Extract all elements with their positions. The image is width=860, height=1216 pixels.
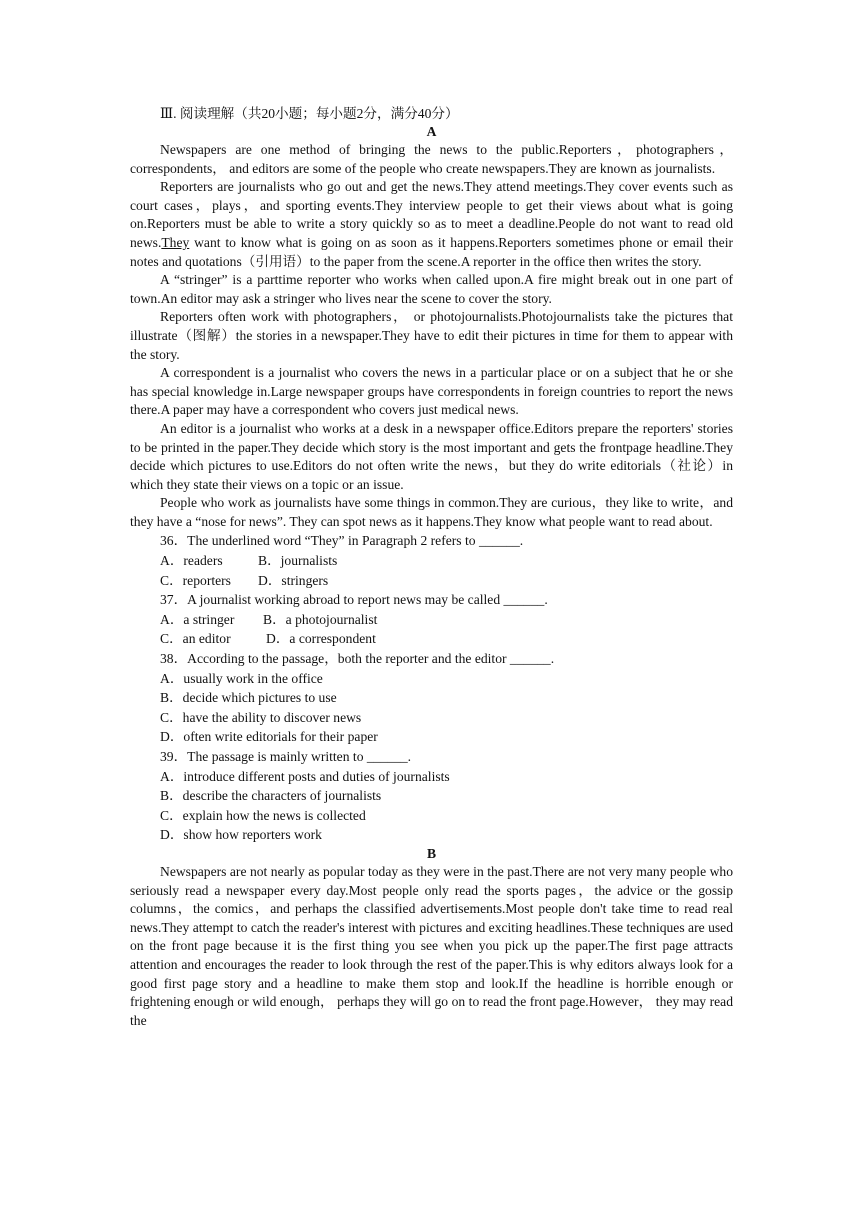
passage-a-paragraph-1: Newspapers are one method of bringing the news to the public.Reporters，photographers，correspondents， and editors are some of the people who create newspapers.They are known as journalists. [130, 142, 733, 176]
question-36-options-row-1 [160, 551, 733, 571]
question-36-options-row-2 [160, 571, 733, 591]
question-38-option-c[interactable]: C．have the ability to discover news [160, 709, 362, 725]
passage-a-paragraph-3: A “stringer” is a parttime reporter who works when called upon.A fire might break out in one part of town.An editor may ask a stringer who lives near the scene to cover the story. [130, 272, 733, 306]
question-39-stem: 39．The passage is mainly written to ______. [160, 749, 412, 764]
question-37-options-row-2 [160, 629, 733, 649]
passage-a-paragraph-7: People who work as journalists have some things in common.They are curious，they like to write，and they have a “nose for news”. They can spot news as it happens.They know what people want to read about. [130, 495, 733, 529]
question-36-stem: 36．The underlined word “They” in Paragraph 2 refers to ______. [160, 533, 524, 549]
question-36-option-d[interactable]: D．stringers [258, 572, 329, 588]
question-37-options-row-1 [160, 610, 733, 630]
passage-b-title: B [426, 845, 437, 861]
question-38-stem: 38．According to the passage，both the reporter and the editor ______. [160, 651, 555, 667]
question-36-option-c[interactable]: C．reporters [160, 572, 231, 588]
passage-a-title: A [426, 124, 437, 139]
question-39-option-c[interactable]: C．explain how the news is collected [160, 807, 366, 823]
passage-a-paragraph-2 [130, 178, 733, 271]
question-36-option-a[interactable]: A．readers [160, 553, 223, 569]
question-38-option-d[interactable]: D．often write editorials for their paper [160, 729, 378, 745]
exam-page [130, 104, 733, 1030]
question-39-option-b[interactable]: B．describe the characters of journalists [160, 788, 382, 804]
passage-b-paragraph-1: Newspapers are not nearly as popular today as they were in the past.There are not very many people who seriously read a newspaper every day.Most people only read the sports pages，the advice or the gossip columns，the comics，and perhaps the classified advertisements.Most people don't take time to read real news.They attempt to catch the reader's interest with pictures and exciting headlines.These techniques are used on the front page because it is the first thing you see when you pick up the paper.The first page attracts attention and encourages the reader to look through the rest of the paper.This is why editors always look for a good first page story and a headline to make them stop and look.If the headline is horrible enough or frightening enough or wild enough， perhaps they will go on to read the front page.However， they may read the [130, 863, 733, 1028]
passage-a-paragraph-5: A correspondent is a journalist who covers the news in a particular place or on a subject that he or she has special knowledge in.Large newspaper groups have correspondents in foreign countries to report the news there.A paper may have a correspondent who covers just medical news. [130, 365, 733, 418]
paragraph-2-text-before: Reporters are journalists who go out and get the news.They attend meetings.They cover events such as court cases，plays，and sporting events.They interview people to get their views about what is going on.Reporters must be able to write a story quickly so as to meet a deadline.People do not want to read old news. [130, 179, 733, 250]
passage-a-paragraph-4: Reporters often work with photographers， or photojournalists.Photojournalists take the pictures that illustrate（图解）the stories in a newspaper.They have to edit their pictures in time for them to appear with the story. [130, 309, 733, 362]
question-37-option-a[interactable]: A．a stringer [160, 611, 235, 627]
paragraph-2-text-after: want to know what is going on as soon as it happens.Reporters sometimes phone or email their notes and quotations（引用语）to the paper from the scene.A reporter in the office then writes the story. [130, 234, 733, 269]
question-38-option-a[interactable]: A．usually work in the office [160, 670, 323, 686]
question-37-stem: 37．A journalist working abroad to report news may be called ______. [160, 592, 548, 608]
underlined-word-they: They [161, 234, 190, 250]
question-38-option-b[interactable]: B．decide which pictures to use [160, 690, 337, 706]
question-39-option-a[interactable]: A．introduce different posts and duties of journalists [160, 768, 450, 784]
question-36-option-b[interactable]: B．journalists [258, 553, 338, 569]
question-37-option-c[interactable]: C．an editor [160, 631, 231, 647]
section-header: Ⅲ. 阅读理解（共20小题；每小题2分，满分40分） [160, 106, 459, 121]
question-37-option-b[interactable]: B．a photojournalist [263, 611, 378, 627]
question-39-option-d[interactable]: D．show how reporters work [160, 827, 322, 843]
passage-a-paragraph-6: An editor is a journalist who works at a desk in a newspaper office.Editors prepare the reporters' stories to be printed in the paper.They decide which story is the most important and gets the frontpage headline.They decide which pictures to use.Editors do not often write the news，but they do write editorials（社论）in which they state their views on a topic or an issue. [130, 420, 733, 492]
question-37-option-d[interactable]: D．a correspondent [266, 631, 376, 647]
